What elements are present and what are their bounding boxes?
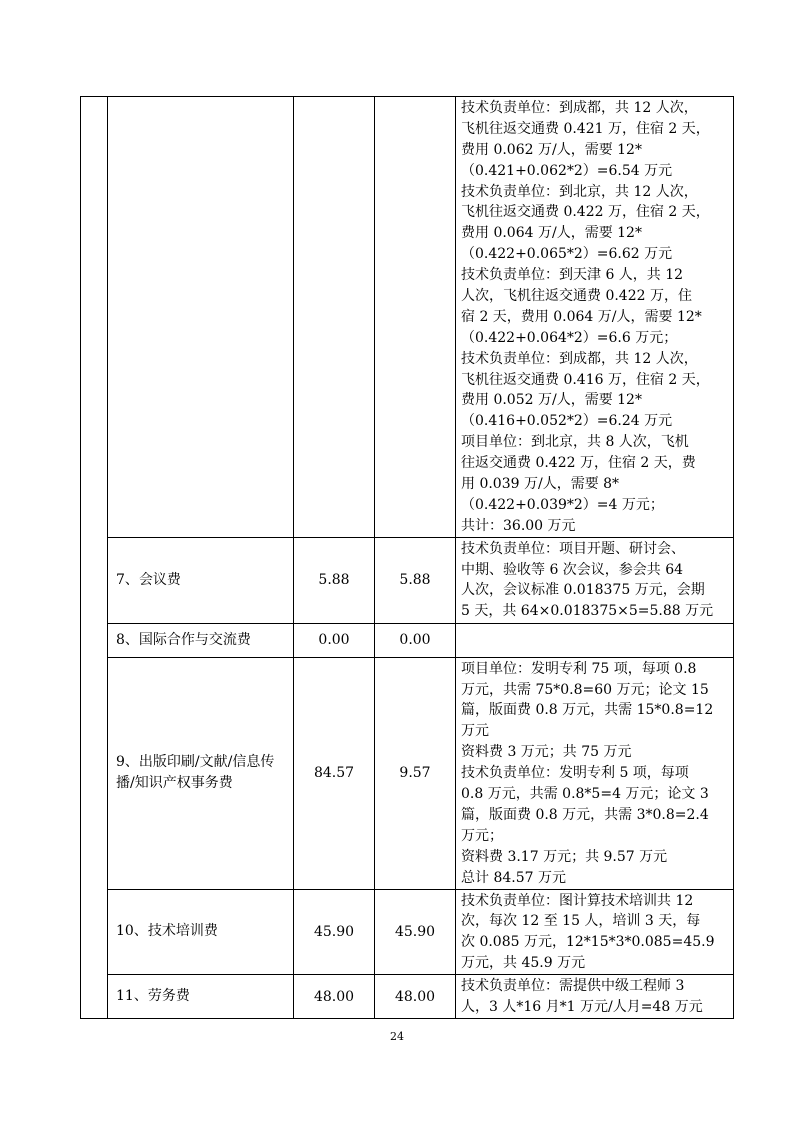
- budget-amount: 84.57: [313, 765, 355, 782]
- calculation-notes-cell: [456, 537, 734, 623]
- note-line: 共计：36.00 万元: [461, 517, 576, 534]
- item-label: 11、劳务费: [116, 988, 190, 1005]
- budget-amount-cell: [294, 623, 375, 657]
- note-line: 0.8 万元，共需 0.8*5=4 万元；论文 3: [461, 786, 709, 803]
- note-line: 中期、验收等 6 次会议，参会共 64: [461, 561, 684, 578]
- allocated-amount: 5.88: [399, 572, 431, 589]
- note-line: 资料费 3 万元；共 75 万元: [461, 744, 632, 761]
- note-line: 飞机往返交通费 0.421 万，住宿 2 天，: [461, 120, 710, 137]
- item-label-cell: [108, 889, 294, 975]
- item-label: 9、出版印刷/文献/信息传播/知识产权事务费: [116, 754, 275, 792]
- item-label-cell: [108, 97, 294, 538]
- budget-amount: 48.00: [313, 988, 355, 1005]
- item-label-cell: [108, 657, 294, 889]
- note-line: 人，3 人*16 月*1 万元/人月=48 万元: [461, 998, 703, 1015]
- note-line: （0.421+0.062*2）=6.54 万元: [461, 162, 673, 179]
- allocated-amount-cell: [375, 97, 456, 538]
- page-number: 24: [390, 1030, 404, 1043]
- note-line: 费用 0.062 万/人，需要 12*: [461, 141, 642, 158]
- note-line: 项目单位：发明专利 75 项，每项 0.8: [461, 660, 697, 677]
- note-line: 技术负责单位：项目开题、研讨会、: [461, 540, 685, 557]
- note-line: 万元: [461, 723, 489, 740]
- note-line: 往返交通费 0.422 万，住宿 2 天，费: [461, 455, 696, 472]
- calculation-notes-cell: [456, 975, 734, 1019]
- calculation-notes-cell: [456, 889, 734, 975]
- item-label-cell: [108, 537, 294, 623]
- note-line: 篇，版面费 0.8 万元，共需 3*0.8=2.4: [461, 806, 709, 823]
- note-line: 技术负责单位：发明专利 5 项，每项: [461, 765, 689, 782]
- note-line: [461, 625, 730, 646]
- note-line: 万元，共需 75*0.8=60 万元；论文 15: [461, 681, 709, 698]
- note-line: 技术负责单位：到成都，共 12 人次，: [461, 350, 698, 367]
- note-line: （0.422+0.065*2）=6.62 万元: [461, 246, 673, 263]
- item-label: 10、技术培训费: [116, 923, 218, 940]
- budget-amount-cell: [294, 97, 375, 538]
- note-line: 技术负责单位：需提供中级工程师 3: [461, 978, 685, 995]
- item-label-cell: [108, 623, 294, 657]
- note-line: 总计 84.57 万元: [461, 869, 566, 886]
- allocated-amount: 45.90: [394, 923, 436, 940]
- note-line: 技术负责单位：到北京，共 12 人次，: [461, 183, 698, 200]
- calculation-notes-cell: [456, 657, 734, 889]
- budget-amount: 5.88: [318, 572, 350, 589]
- allocated-amount-cell: [375, 889, 456, 975]
- item-label-cell: [108, 975, 294, 1019]
- budget-table: [80, 96, 734, 1019]
- note-line: 篇，版面费 0.8 万元，共需 15*0.8=12: [461, 702, 714, 719]
- note-line: 次，每次 12 至 15 人，培训 3 天，每: [461, 913, 701, 930]
- note-line: 用 0.039 万/人，需要 8*: [461, 476, 620, 493]
- note-line: 人次，会议标准 0.018375 万元，会期: [461, 582, 705, 599]
- table-row: [81, 657, 734, 889]
- note-line: 万元；: [461, 827, 503, 844]
- allocated-amount-cell: [375, 537, 456, 623]
- budget-amount-cell: [294, 537, 375, 623]
- allocated-amount-cell: [375, 657, 456, 889]
- budget-amount: 0.00: [318, 632, 350, 649]
- outer-column-cell: [81, 97, 108, 1019]
- budget-amount: 45.90: [313, 923, 355, 940]
- note-line: 飞机往返交通费 0.416 万，住宿 2 天，: [461, 371, 710, 388]
- note-line: 飞机往返交通费 0.422 万，住宿 2 天，: [461, 204, 710, 221]
- allocated-amount-cell: [375, 623, 456, 657]
- note-line: 5 天，共 64×0.018375×5=5.88 万元: [461, 603, 714, 620]
- calculation-notes-cell: [456, 97, 734, 538]
- note-line: （0.422+0.039*2）=4 万元；: [461, 496, 664, 513]
- note-line: 费用 0.064 万/人，需要 12*: [461, 225, 642, 242]
- note-line: 技术负责单位：到成都，共 12 人次，: [461, 100, 698, 116]
- table-row: [81, 889, 734, 975]
- note-line: 技术负责单位：图计算技术培训共 12: [461, 892, 694, 909]
- budget-amount-cell: [294, 889, 375, 975]
- table-row: [81, 97, 734, 538]
- note-line: 人次，飞机往返交通费 0.422 万，住: [461, 288, 692, 305]
- note-line: 万元，共 45.9 万元: [461, 955, 586, 972]
- allocated-amount: 0.00: [399, 632, 431, 649]
- note-line: 宿 2 天，费用 0.064 万/人，需要 12*: [461, 308, 702, 325]
- allocated-amount: 48.00: [394, 988, 436, 1005]
- item-label: 7、会议费: [116, 571, 181, 588]
- table-row: [81, 537, 734, 623]
- note-line: 次 0.085 万元，12*15*3*0.085=45.9: [461, 934, 715, 951]
- note-line: 资料费 3.17 万元；共 9.57 万元: [461, 848, 668, 865]
- calculation-notes-cell: [456, 623, 734, 657]
- budget-amount-cell: [294, 657, 375, 889]
- note-line: （0.416+0.052*2）=6.24 万元: [461, 413, 673, 430]
- note-line: 项目单位：到北京，共 8 人次，飞机: [461, 434, 689, 451]
- allocated-amount: 9.57: [399, 765, 431, 782]
- allocated-amount-cell: [375, 975, 456, 1019]
- table-row: [81, 623, 734, 657]
- note-line: （0.422+0.064*2）=6.6 万元；: [461, 329, 678, 346]
- budget-amount-cell: [294, 975, 375, 1019]
- item-label: 8、国际合作与交流费: [116, 631, 251, 648]
- table-row: [81, 975, 734, 1019]
- note-line: 费用 0.052 万/人，需要 12*: [461, 392, 642, 409]
- note-line: 技术负责单位：到天津 6 人，共 12: [461, 267, 684, 284]
